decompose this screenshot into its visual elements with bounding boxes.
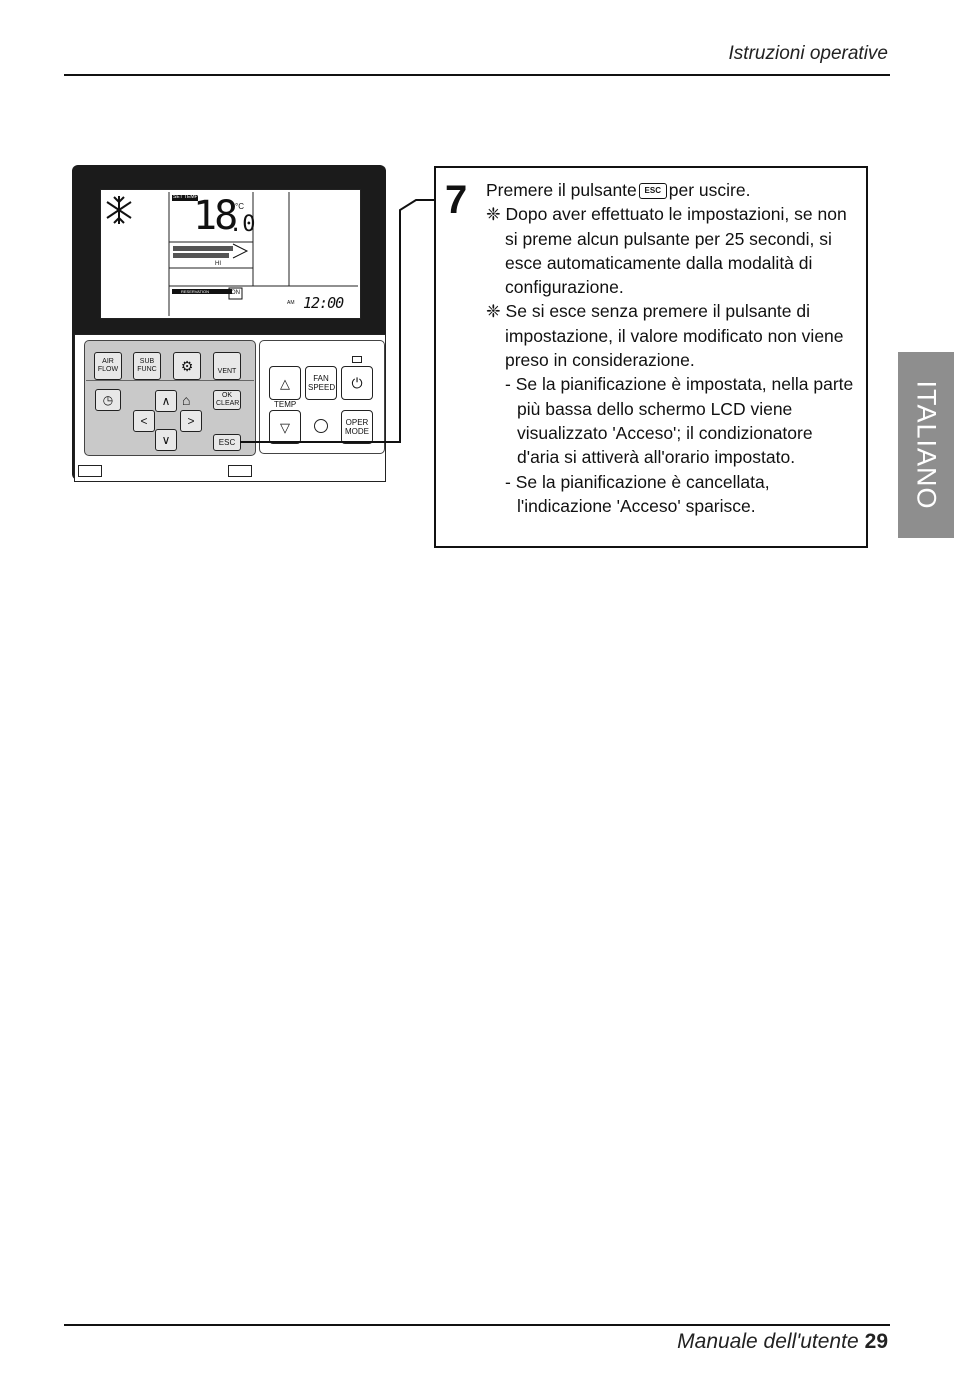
gear-icon: ⚙ (180, 358, 194, 374)
set-temp-label: SET TEMP (173, 194, 198, 200)
lcd-clock: 12:00 (303, 294, 344, 312)
sub-func-button[interactable] (133, 352, 161, 380)
timer-button[interactable] (95, 389, 121, 411)
reservation-label: RESERVATION (181, 289, 210, 294)
air-flow-button[interactable] (94, 352, 122, 380)
language-tab (898, 352, 954, 538)
temp-down-button[interactable] (269, 410, 301, 444)
bullet-symbol: ❈ (486, 301, 501, 322)
note-1-text: Dopo aver effettuato le impostazioni, se non si preme alcun pulsante per 25 secondi, si esce automaticamente dalla modalità di configurazione. (505, 204, 847, 298)
instruction-after: per uscire. (668, 180, 751, 200)
page-footer (677, 1330, 888, 1354)
settings-button[interactable] (173, 352, 201, 380)
lcd-am-pm: AM (287, 300, 295, 306)
ok-clear-button[interactable] (213, 390, 241, 410)
page-number: 29 (864, 1330, 888, 1353)
left-arrow-button[interactable] (133, 410, 155, 432)
footer-rule (64, 1324, 890, 1326)
triangle-down-icon: ▽ (280, 419, 290, 435)
lcd-temperature: 18 (193, 193, 236, 239)
running-header: Istruzioni operative (728, 43, 888, 64)
fan-speed-button[interactable] (305, 366, 337, 400)
power-icon: ⏻ (351, 374, 363, 391)
sensor-icon (314, 419, 328, 433)
chevron-up-icon: ∧ (161, 394, 171, 408)
clock-icon: ◷ (102, 393, 114, 407)
down-arrow-button[interactable] (155, 429, 177, 451)
sub-func-label: SUB FUNC (137, 358, 157, 373)
remote-foot-right (228, 465, 252, 477)
oper-mode-label: OPER MODE (345, 418, 369, 436)
oper-mode-button[interactable] (341, 410, 373, 444)
chevron-left-icon: < (140, 414, 148, 428)
language-tab-label: ITALIANO (911, 380, 942, 510)
ok-clear-label: OK CLEAR (216, 392, 240, 407)
note-2-text: Se si esce senza premere il pulsante di impostazione, il valore modificato non viene preso in considerazione. (505, 301, 844, 371)
home-icon: ⌂ (182, 392, 191, 408)
air-flow-label: AIR FLOW (97, 358, 119, 373)
temp-label: TEMP (274, 400, 297, 409)
lcd-fan-level: HI (215, 261, 221, 267)
lcd-unit: °C (235, 202, 244, 211)
up-arrow-button[interactable] (155, 390, 177, 412)
step-instruction (486, 178, 858, 202)
note-2 (486, 299, 858, 372)
step-number: 7 (445, 178, 468, 222)
vent-button[interactable] (213, 352, 241, 380)
chevron-right-icon: > (187, 414, 195, 428)
fan-speed-label: FAN SPEED (308, 374, 336, 392)
keypad-divider (86, 380, 254, 381)
sub-note-1: - Se la pianificazione è impostata, nella parte più bassa dello schermo LCD viene visualizzato 'Acceso'; il condizionatore d'aria si attiverà all'orario impostato. (505, 374, 854, 468)
step-text (486, 178, 858, 518)
power-button[interactable] (341, 366, 373, 400)
cool-mode-icon (107, 196, 131, 224)
lcd-temperature-decimal: .0 (229, 212, 256, 237)
sub-note-2: - Se la pianificazione è cancellata, l'indicazione 'Acceso' sparisce. (505, 471, 770, 516)
reservation-state: ON (231, 290, 240, 296)
footer-title: Manuale dell'utente (677, 1330, 859, 1353)
note-1 (486, 202, 858, 299)
bullet-symbol: ❈ (486, 204, 501, 225)
lcd-display (100, 189, 361, 319)
power-indicator-led (352, 356, 362, 363)
header-rule (64, 74, 890, 76)
right-arrow-button[interactable] (180, 410, 202, 432)
esc-key-icon: ESC (639, 183, 667, 199)
temp-up-button[interactable] (269, 366, 301, 400)
chevron-down-icon: ∨ (161, 433, 171, 447)
triangle-up-icon: △ (280, 375, 290, 391)
remote-foot-left (78, 465, 102, 477)
esc-button[interactable] (213, 434, 241, 451)
esc-label: ESC (218, 437, 236, 447)
vent-label: VENT (217, 368, 237, 375)
instruction-before: Premere il pulsante (486, 180, 637, 200)
